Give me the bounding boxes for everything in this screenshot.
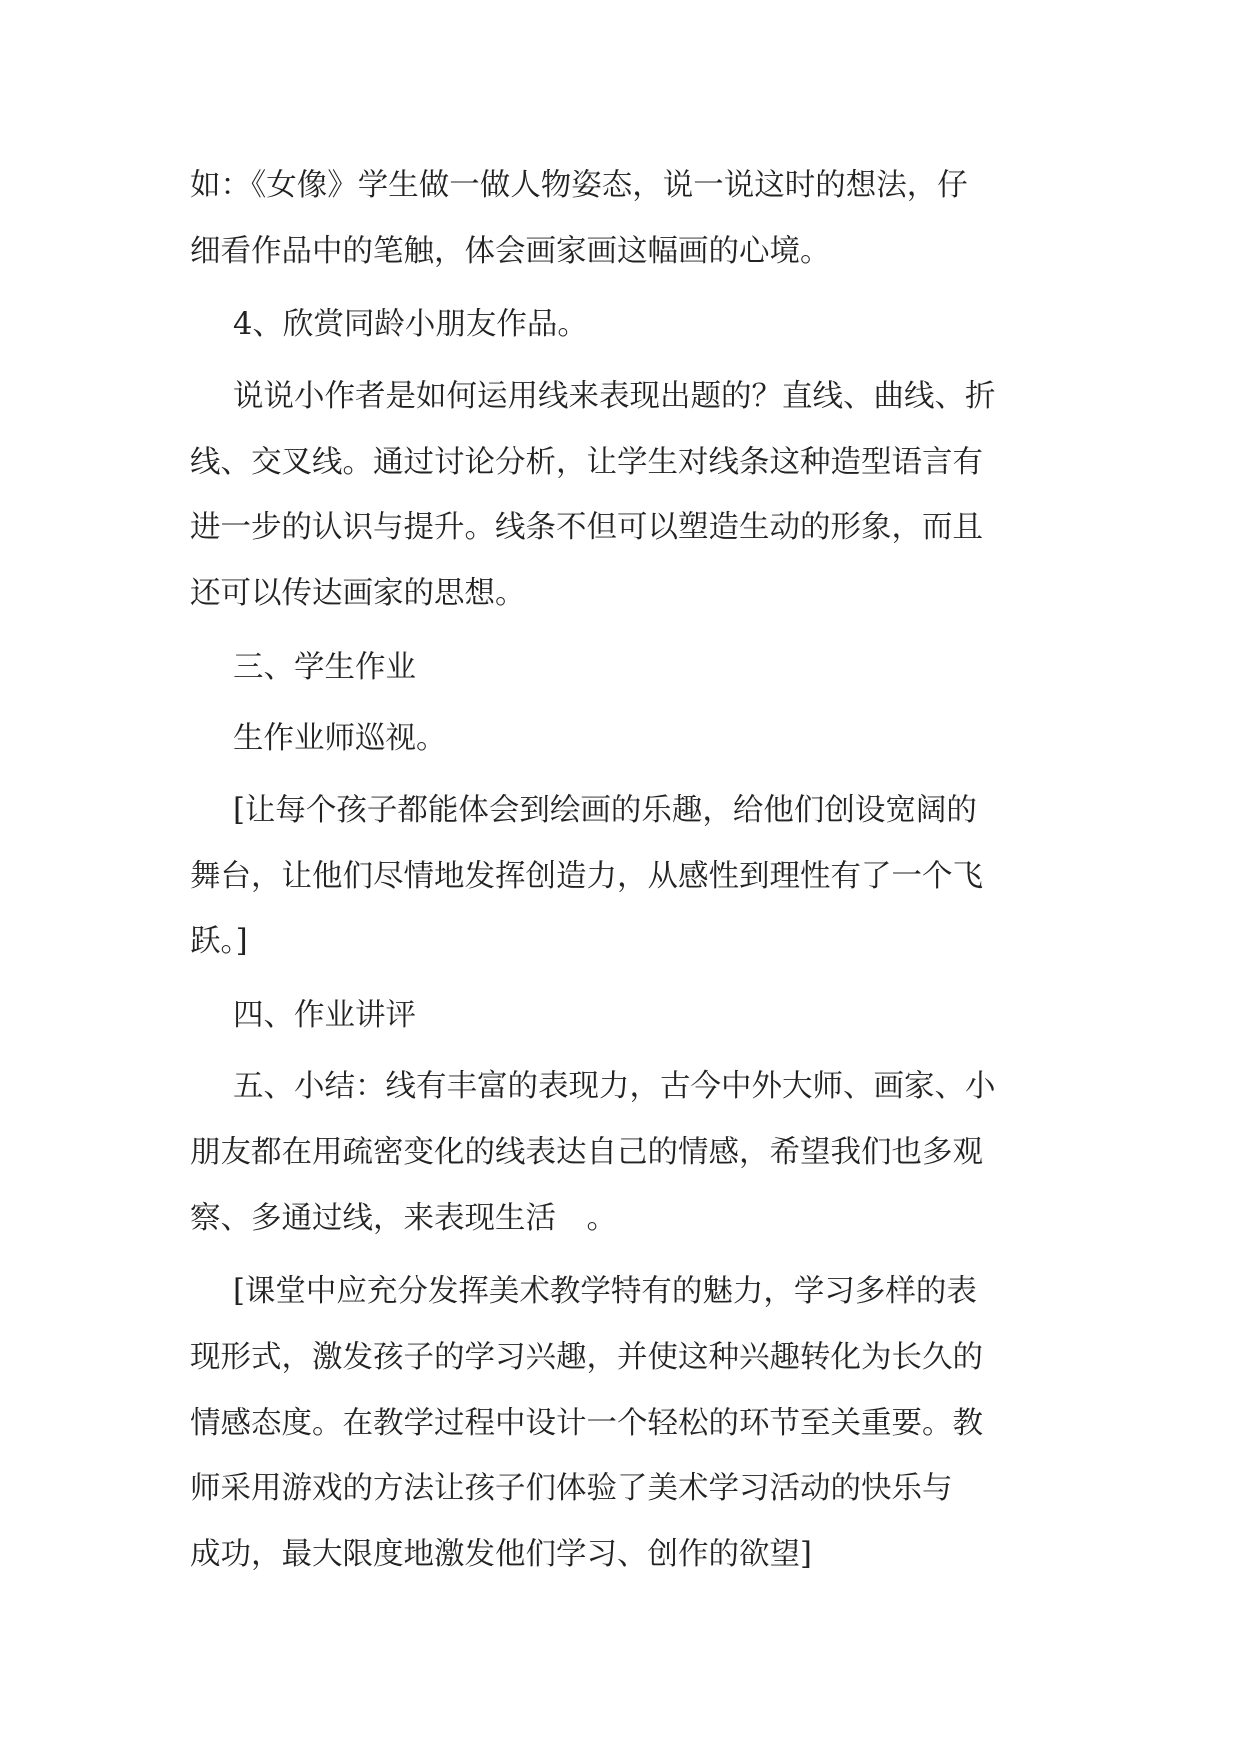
text-line: 察、多通过线，来表现生活 。 [190, 1201, 617, 1236]
text-line: 进一步的认识与提升。线条不但可以塑造生动的形象，而且 [190, 510, 983, 545]
text-line: 现形式，激发孩子的学习兴趣，并使这种兴趣转化为长久的 [190, 1340, 983, 1375]
text-line: [让每个孩子都能体会到绘画的乐趣，给他们创设宽阔的 [233, 793, 977, 828]
text-line: 朋友都在用疏密变化的线表达自己的情感，希望我们也多观 [190, 1135, 983, 1170]
text-line: 师采用游戏的方法让孩子们体验了美术学习活动的快乐与 [190, 1471, 953, 1506]
text-line: 如：《女像》学生做一做人物姿态，说一说这时的想法，仔 [190, 168, 968, 203]
text-line: 情感态度。在教学过程中设计一个轻松的环节至关重要。教 [190, 1406, 983, 1441]
text-line: 成功，最大限度地激发他们学习、创作的欲望] [190, 1537, 812, 1572]
text-line: 线、交叉线。通过讨论分析，让学生对线条这种造型语言有 [190, 445, 983, 480]
text-line: 舞台，让他们尽情地发挥创造力，从感性到理性有了一个飞 [190, 859, 983, 894]
text-line: 三、学生作业 [233, 650, 416, 685]
text-line: 4、欣赏同龄小朋友作品。 [233, 307, 588, 342]
text-line: 跃。] [190, 924, 248, 959]
text-line: 生作业师巡视。 [233, 721, 447, 756]
text-line: 四、作业讲评 [233, 998, 416, 1033]
text-line: 五、小结：线有丰富的表现力，古今中外大师、画家、小 [233, 1069, 996, 1104]
text-line: 还可以传达画家的思想。 [190, 576, 526, 611]
text-line: [课堂中应充分发挥美术教学特有的魅力，学习多样的表 [233, 1274, 977, 1309]
text-line: 说说小作者是如何运用线来表现出题的？直线、曲线、折 [233, 379, 996, 414]
text-line: 细看作品中的笔触，体会画家画这幅画的心境。 [190, 234, 831, 269]
